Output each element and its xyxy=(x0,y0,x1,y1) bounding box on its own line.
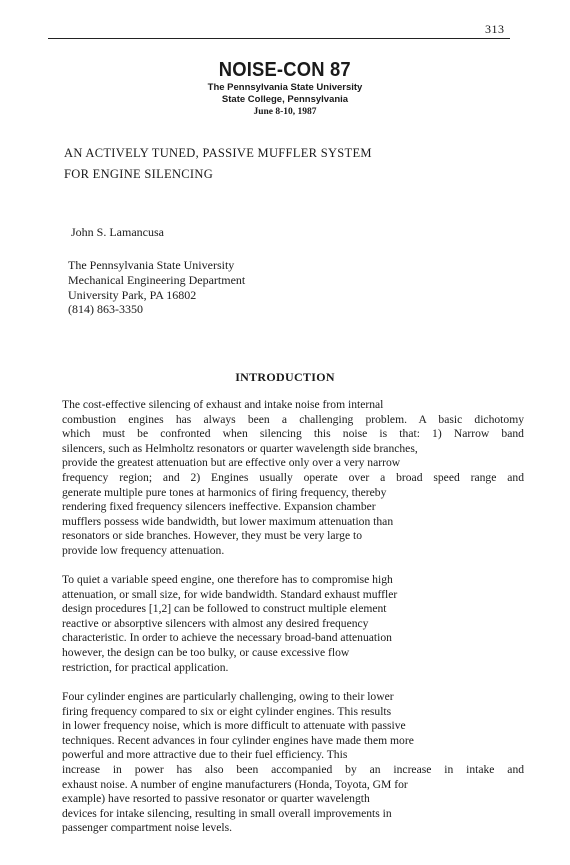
paragraph-line: restriction, for practical application. xyxy=(62,660,229,674)
paragraph-line: design procedures [1,2] can be followed to construct multiple element xyxy=(62,602,387,616)
section-heading: INTRODUCTION xyxy=(235,370,335,384)
paragraph-line: generate multiple pure tones at harmonics of firing frequency, thereby xyxy=(62,485,387,499)
paragraph-line: frequency region; and 2) Engines usually operate over a broad speed range and xyxy=(62,470,524,484)
paragraph-line: mufflers possess wide bandwidth, but lower maximum attenuation than xyxy=(62,514,394,528)
conference-title: NOISE-CON 87 xyxy=(218,59,352,81)
paragraph-line: devices for intake silencing, resulting in small overall improvements in xyxy=(62,806,392,820)
paragraph-line: Four cylinder engines are particularly challenging, owing to their lower xyxy=(62,690,394,703)
paper-title xyxy=(64,143,372,185)
conference-location: State College, Pennsylvania xyxy=(221,94,349,105)
paper-title-line: FOR ENGINE SILENCING xyxy=(64,167,214,181)
paragraph-line: provide low frequency attenuation. xyxy=(62,543,225,557)
paragraph-line: which must be confronted when silencing this noise is that: 1) Narrow band xyxy=(62,427,524,441)
affiliation-line: Mechanical Engineering Department xyxy=(68,272,246,287)
paragraph-line: passenger compartment noise levels. xyxy=(62,821,232,835)
paragraph xyxy=(62,573,524,675)
paragraph-line: resonators or side branches. However, they must be very large to xyxy=(62,529,363,543)
paragraph-line: provide the greatest attenuation but are effective only over a very narrow xyxy=(62,456,401,470)
paragraph-line: To quiet a variable speed engine, one therefore has to compromise high xyxy=(62,573,393,586)
paragraph xyxy=(62,398,524,559)
paragraph-line: in lower frequency noise, which is more difficult to attenuate with passive xyxy=(62,719,406,733)
header-rule xyxy=(48,38,510,39)
paragraph-line: powerful and more attractive due to their fuel efficiency. This xyxy=(62,748,348,762)
paragraph-line: reactive or absorptive silencers with almost any desired frequency xyxy=(62,616,369,630)
page-number: 313 xyxy=(485,22,505,36)
paragraph-line: silencers, such as Helmholtz resonators or quarter wavelength side branches, xyxy=(62,441,418,455)
author-affiliation xyxy=(68,258,245,317)
paragraph-line: rendering fixed frequency silencers ineffective. Expansion chamber xyxy=(62,500,376,514)
paragraph xyxy=(62,690,524,836)
paragraph-line: techniques. Recent advances in four cylinder engines have made them more xyxy=(62,733,414,747)
paragraph-line: combustion engines has always been a challenging problem. A basic dichotomy xyxy=(62,412,525,426)
paragraph-line: attenuation, or small size, for wide bandwidth. Standard exhaust muffler xyxy=(62,587,398,601)
conference-dates: June 8-10, 1987 xyxy=(253,107,317,117)
conference-university: The Pennsylvania State University xyxy=(207,82,363,93)
affiliation-line: University Park, PA 16802 xyxy=(68,287,197,302)
conference-header xyxy=(0,58,570,118)
affiliation-line: (814) 863-3350 xyxy=(68,302,143,317)
paragraph-line: characteristic. In order to achieve the necessary broad-band attenuation xyxy=(62,631,392,645)
paragraph-line: exhaust noise. A number of engine manufacturers (Honda, Toyota, GM for xyxy=(62,777,408,791)
affiliation-line: The Pennsylvania State University xyxy=(68,258,235,272)
paragraph-line: however, the design can be too bulky, or cause excessive flow xyxy=(62,645,350,659)
paper-title-line: AN ACTIVELY TUNED, PASSIVE MUFFLER SYSTEM xyxy=(64,146,372,160)
paragraph-line: The cost-effective silencing of exhaust and intake noise from internal xyxy=(62,398,384,411)
author-name: John S. Lamancusa xyxy=(71,225,164,239)
paragraph-line: increase in power has also been accompanied by an increase in intake and xyxy=(62,762,525,776)
paragraph-line: firing frequency compared to six or eight cylinder engines. This results xyxy=(62,704,392,718)
paragraph-line: example) have resorted to passive resonator or quarter wavelength xyxy=(62,792,370,806)
